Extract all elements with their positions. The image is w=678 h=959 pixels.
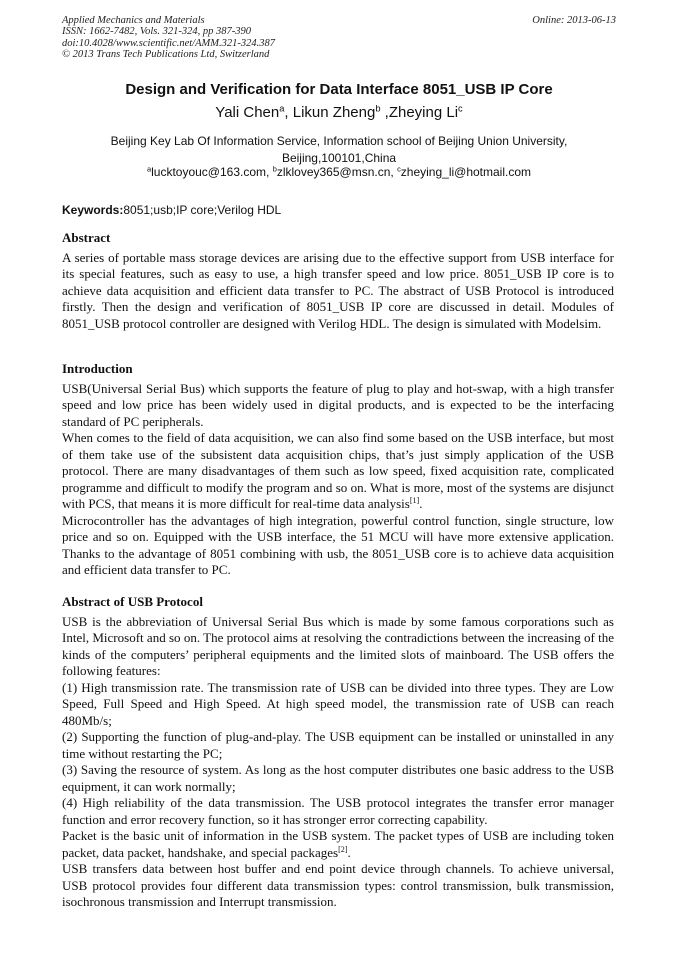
- journal-name: Applied Mechanics and Materials: [62, 15, 205, 26]
- paragraph-text: Packet is the basic unit of information in the USB system. The packet types of USB are including token packet, data packet, handshake, and special packages: [62, 828, 614, 860]
- affiliation: [90, 133, 588, 167]
- paragraph-end: .: [419, 496, 423, 511]
- paragraph-end: .: [347, 844, 351, 860]
- paragraph-text: When comes to the field of data acquisition, we can also find some based on the USB interface, but most of them take use of the subsistent data acquisition chips, that’s just simply application of the USB protocol. There are many disadvantages of them such as low speed, fixed acquisition rate, complicated programme and difficult to modify the program and so on. What is more, most of the systems are disjunct with PCS, that means it is more difficult for real-time data analysis: [62, 430, 614, 511]
- author-list: [40, 104, 638, 121]
- affiliation-line: Beijing Key Lab Of Information Service, Information school of Beijing Union University,: [110, 134, 568, 148]
- author-emails: [40, 165, 638, 179]
- feature-item: (1) High transmission rate. The transmission rate of USB can be divided into three types. They are Low Speed, Full Speed and High Speed. At high speed model, the transmission rate of USB can reach 480Mb/s;: [62, 679, 614, 728]
- author-sep: ,: [284, 104, 293, 121]
- keywords-label: Keywords:: [62, 203, 124, 217]
- keywords: [62, 203, 281, 217]
- paragraph: Microcontroller has the advantages of high integration, powerful control function, single structure, low price and so on. Equipped with the USB interface, the 51 MCU will have more extensive application. Thanks to the advantage of 8051 combining with usb, the 8051_USB core is to achieve data acquisition and efficient data transfer to PC.: [62, 512, 614, 577]
- author-sep: ,: [380, 104, 389, 121]
- abstract-section: [62, 230, 614, 332]
- feature-item: (3) Saving the resource of system. As long as the host computer distributes one basic address to the USB equipment, it can work normally;: [62, 762, 614, 794]
- author-sup: c: [458, 103, 463, 114]
- keywords-text: 8051;usb;IP core;Verilog HDL: [123, 203, 282, 217]
- author-sup: b: [375, 103, 381, 114]
- journal-copyright: © 2013 Trans Tech Publications Ltd, Switzerland: [62, 49, 270, 61]
- online-date: Online: 2013-06-13: [532, 15, 616, 26]
- abstract-text: A series of portable mass storage devices are arising due to the effective support from USB interface for its special features, such as easy to use, a high transfer speed and low price. 8051_USB IP core is to achieve data acquisition and efficient data transfer to PC. The abstract of USB Protocol is introduced firstly. Then the design and verification of 8051_USB IP core are discussed in detail. Modules of 8051_USB protocol controller are designed with Verilog HDL. The design is simulated with Modelsim.: [62, 249, 614, 331]
- email-sup: a: [146, 164, 152, 174]
- author-sup: a: [279, 103, 285, 114]
- paragraph: [62, 430, 614, 513]
- paragraph: USB is the abbreviation of Universal Serial Bus which is made by some famous corporations such as Intel, Microsoft and so on. The protocol aims at resolving the contradictions between the increasing of the kinds of the computers’ peripheral equipments and the limited slots of mainboard. The USB offers the following features:: [62, 613, 614, 678]
- email-sup: c: [397, 164, 401, 174]
- usb-protocol-section: [62, 594, 614, 911]
- journal-doi: doi:10.4028/www.scientific.net/AMM.321-324.387: [62, 37, 275, 49]
- email-address: zlklovey365@msn.cn: [276, 165, 391, 179]
- email-sup: b: [272, 164, 277, 174]
- email-sep: ,: [390, 165, 398, 179]
- section-heading: Abstract of USB Protocol: [62, 594, 203, 609]
- email-address: lucktoyouc@163.com: [151, 165, 267, 179]
- journal-issn: ISSN: 1662-7482, Vols. 321-324, pp 387-390: [62, 26, 251, 38]
- author-name: Likun Zheng: [292, 104, 376, 121]
- paper-title: Design and Verification for Data Interface 8051_USB IP Core: [125, 81, 553, 98]
- section-heading: Abstract: [62, 230, 111, 245]
- feature-item: (2) Supporting the function of plug-and-play. The USB equipment can be installed or uninstalled in any time without restarting the PC;: [62, 729, 614, 761]
- email-sep: ,: [266, 165, 273, 179]
- paragraph: USB transfers data between host buffer and end point device through channels. To achieve universal, USB protocol provides four different data transmission types: control transmission, bulk transmission, isochronous transmission and Interrupt transmission.: [62, 861, 614, 909]
- paragraph: USB(Universal Serial Bus) which supports the feature of plug to play and hot-swap, with a high transfer speed and low price has been widely used in digital products, and is expected to be the interfacing standard of PC peripherals.: [62, 380, 614, 429]
- section-heading: Introduction: [62, 361, 133, 376]
- affiliation-line: Beijing,100101,China: [281, 151, 397, 165]
- feature-item: (4) High reliability of the data transmission. The USB protocol integrates the transfer error manager function and error recovery function, so it has stronger error correcting capability.: [62, 795, 614, 827]
- citation-ref: [1]: [409, 496, 420, 506]
- introduction-section: [62, 361, 614, 579]
- author-name: Zheying Li: [388, 104, 459, 121]
- journal-header: [62, 15, 616, 61]
- paragraph: [62, 828, 614, 861]
- citation-ref: [2]: [338, 844, 348, 854]
- author-name: Yali Chen: [215, 104, 280, 121]
- email-address: zheying_li@hotmail.com: [400, 165, 532, 179]
